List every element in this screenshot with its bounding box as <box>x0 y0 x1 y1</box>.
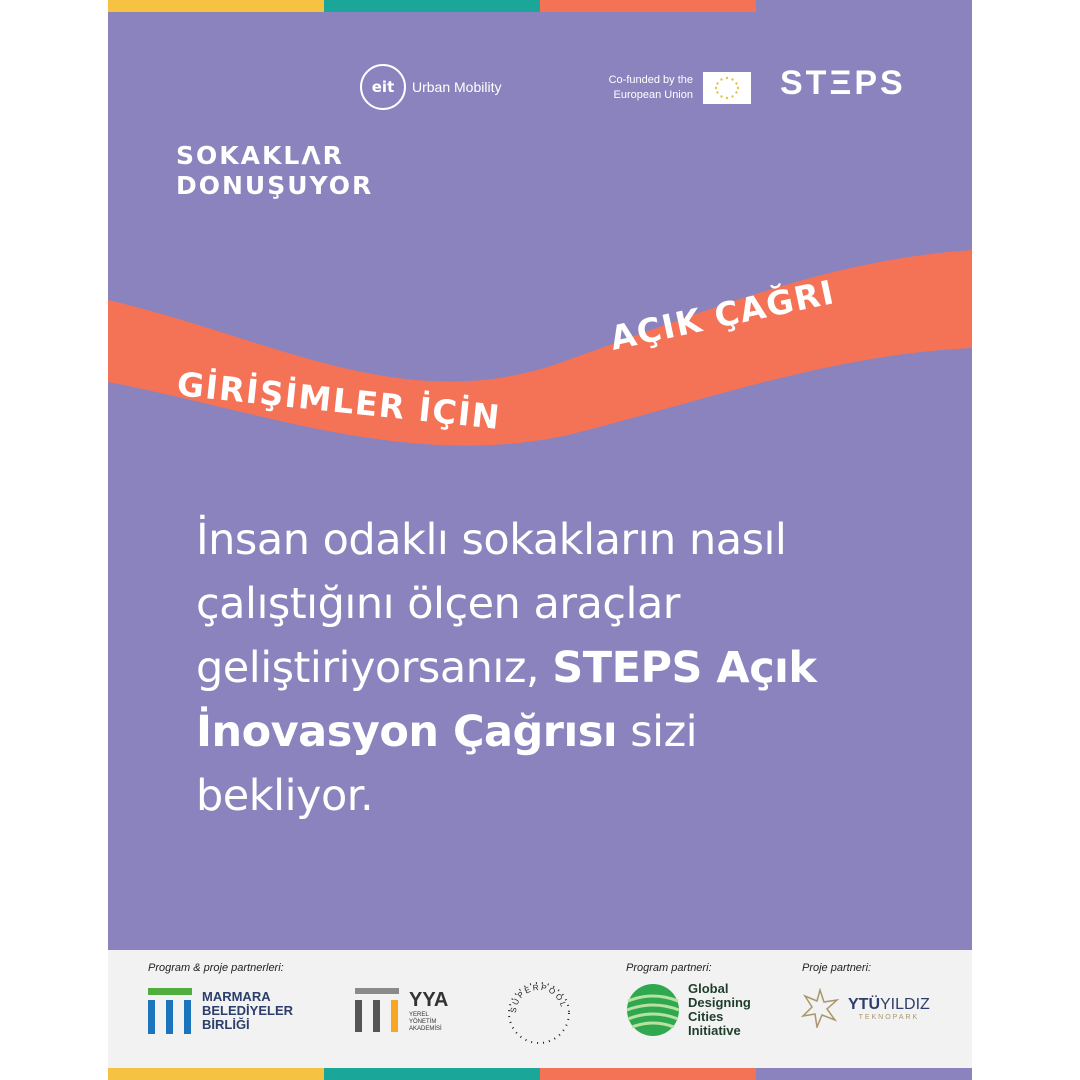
marmara-mark-icon <box>146 988 194 1034</box>
main-message <box>196 508 916 828</box>
ytu-light: YILDIZ <box>880 995 930 1013</box>
yya-sub-3: AKADEMİSİ <box>409 1026 442 1032</box>
message-line-4 <box>196 700 916 764</box>
gdci-text <box>688 982 751 1038</box>
superpool-logo <box>502 976 576 1050</box>
eu-flag-icon <box>703 72 751 104</box>
ribbon-text-left: GİRİŞİMLER İÇİN <box>175 364 503 437</box>
label-program-project: Program & proje partnerleri: <box>148 962 284 974</box>
eu-cofunded-logo <box>593 72 751 104</box>
brand-line-1: SOKAKLΛR <box>176 141 344 170</box>
message-line-4-bold: İnovasyon Çağrısı <box>196 707 618 757</box>
gdci-line-1: Global <box>688 981 729 996</box>
ytu-text <box>848 996 930 1021</box>
marmara-line-3: BİRLİĞİ <box>202 1017 250 1032</box>
brand-line-2: DONUŞUYOR <box>176 171 374 200</box>
eu-line-2: European Union <box>613 89 693 101</box>
ytu-bold: YTÜ <box>848 995 880 1013</box>
gdci-line-4: Initiative <box>688 1023 741 1038</box>
steps-logo: STΞPS <box>780 64 906 102</box>
message-line-1: İnsan odaklı sokakların nasıl <box>196 515 787 565</box>
gdci-line-2: Designing <box>688 995 751 1010</box>
gdci-globe-icon <box>626 983 680 1037</box>
eit-urban-mobility-logo <box>360 64 501 110</box>
partners-bar <box>108 950 972 1068</box>
superpool-text: SUPERPOOL <box>508 982 569 1014</box>
ribbon-shape <box>108 250 972 446</box>
yya-text <box>409 989 448 1033</box>
ytu-yildiz-logo <box>800 988 930 1028</box>
message-line-5: bekliyor. <box>196 771 374 821</box>
marmara-logo <box>146 988 293 1034</box>
yya-mark-icon <box>353 988 401 1034</box>
open-call-ribbon <box>108 220 972 480</box>
sokaklar-donusuyor-logo <box>176 141 373 201</box>
marmara-text <box>202 990 293 1032</box>
ytu-sub: TEKNOPARK <box>858 1013 920 1021</box>
ribbon-text-right: AÇIK ÇAĞRI <box>606 272 839 358</box>
gdci-line-3: Cities <box>688 1009 724 1024</box>
svg-text:SUPERPOOL <box>509 983 569 1014</box>
yya-logo <box>353 988 448 1034</box>
eu-text <box>593 73 693 103</box>
yya-sub <box>409 1012 448 1033</box>
message-line-3 <box>196 636 916 700</box>
yya-sub-1: YEREL <box>409 1012 429 1018</box>
eit-icon: eit <box>360 64 406 110</box>
bottom-color-strip <box>108 1068 972 1080</box>
gdci-logo <box>626 982 751 1038</box>
eit-name: Urban Mobility <box>412 79 502 95</box>
message-line-3-bold: STEPS Açık <box>552 643 817 693</box>
label-project: Proje partneri: <box>802 962 872 974</box>
message-line-2: çalıştığını ölçen araçlar <box>196 579 680 629</box>
label-program: Program partneri: <box>626 962 712 974</box>
top-color-strip <box>108 0 972 12</box>
message-line-4-plain: sizi <box>630 707 698 757</box>
yya-title: YYA <box>409 989 449 1011</box>
message-line-3-plain: geliştiriyorsanız, <box>196 643 540 693</box>
star-icon <box>800 988 840 1028</box>
eu-line-1: Co-funded by the <box>608 74 693 86</box>
marmara-line-1: MARMARA <box>202 989 271 1004</box>
poster <box>108 0 972 1080</box>
yya-sub-2: YÖNETİM <box>409 1019 437 1025</box>
marmara-line-2: BELEDİYELER <box>202 1003 294 1018</box>
